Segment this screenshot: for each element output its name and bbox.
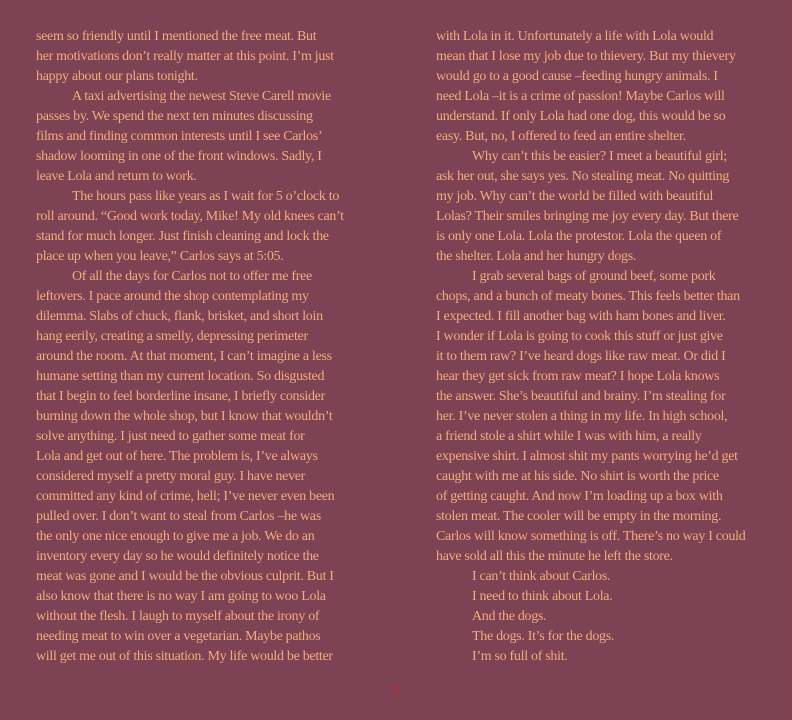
paragraph — [436, 567, 776, 587]
text-line: shadow looming in one of the front windows. Sadly, I — [36, 149, 322, 164]
text-line: place up when you leave,” Carlos says at 5:05. — [36, 249, 284, 264]
text-line: her. I’ve never stolen a thing in my life. In high school, — [436, 409, 728, 424]
text-line: stand for much longer. Just finish cleaning and lock the — [36, 229, 329, 244]
text-line: also know that there is no way I am going to woo Lola — [36, 589, 326, 604]
text-line: around the room. At that moment, I can’t imagine a less — [36, 349, 332, 364]
text-line: have sold all this the minute he left the store. — [436, 549, 673, 564]
text-line: considered myself a pretty moral guy. I have never — [36, 469, 306, 484]
text-line: dilemma. Slabs of chuck, flank, brisket, and short loin — [36, 309, 323, 324]
text-line: inventory every day so he would definitely notice the — [36, 549, 319, 564]
text-line: Why can’t this be easier? I meet a beautiful girl; — [472, 149, 727, 164]
paragraph — [436, 647, 776, 667]
text-line: passes by. We spend the next ten minutes discussing — [36, 109, 313, 124]
text-line: leftovers. I pace around the shop contemplating my — [36, 289, 309, 304]
text-line: the only one nice enough to give me a job. We do an — [36, 529, 315, 544]
paragraph — [36, 87, 366, 187]
paragraph — [36, 187, 366, 267]
text-line: mean that I lose my job due to thievery. But my thievery — [436, 49, 736, 64]
text-line: understand. If only Lola had one dog, this would be so — [436, 109, 726, 124]
column-left — [36, 27, 366, 667]
column-right — [436, 27, 776, 667]
text-line: the shelter. Lola and her hungry dogs. — [436, 249, 637, 264]
text-line: hang eerily, creating a smelly, depressing perimeter — [36, 329, 308, 344]
text-line: caught with me at his side. No shirt is worth the price — [436, 469, 719, 484]
text-line: chops, and a bunch of meaty bones. This feels better than — [436, 289, 740, 304]
paragraph — [436, 607, 776, 627]
text-line: solve anything. I just need to gather some meat for — [36, 429, 305, 444]
text-line: Lolas? Their smiles bringing me joy every day. But there — [436, 209, 739, 224]
text-line: leave Lola and return to work. — [36, 169, 197, 184]
text-line: hear they get sick from raw meat? I hope Lola knows — [436, 369, 720, 384]
text-line: that I begin to feel borderline insane, I briefly consider — [36, 389, 325, 404]
paragraph — [36, 27, 366, 87]
text-line: seem so friendly until I mentioned the free meat. But — [36, 29, 317, 44]
paragraph — [36, 267, 366, 667]
text-line: I’m so full of shit. — [472, 649, 568, 664]
text-line: happy about our plans tonight. — [36, 69, 198, 84]
text-line: pulled over. I don’t want to steal from Carlos –he was — [36, 509, 321, 524]
text-line: films and finding common interests until I see Carlos’ — [36, 129, 323, 144]
text-line: The hours pass like years as I wait for 5 o’clock to — [72, 189, 340, 204]
text-line: of getting caught. And now I’m loading up a box with — [436, 489, 723, 504]
text-line: without the flesh. I laugh to myself about the irony of — [36, 609, 320, 624]
text-line: ask her out, she says yes. No stealing meat. No quitting — [436, 169, 730, 184]
text-line: would go to a good cause –feeding hungry animals. I — [436, 69, 718, 84]
text-line: I can’t think about Carlos. — [472, 569, 611, 584]
text-line: A taxi advertising the newest Steve Carell movie — [72, 89, 331, 104]
text-line: with Lola in it. Unfortunately a life with Lola would — [436, 29, 714, 44]
text-line: meat was gone and I would be the obvious culprit. But I — [36, 569, 334, 584]
text-line: it to them raw? I’ve heard dogs like raw meat. Or did I — [436, 349, 726, 364]
page-number: 5 — [392, 683, 400, 698]
text-line: I wonder if Lola is going to cook this stuff or just give — [436, 329, 723, 344]
text-line: need Lola –it is a crime of passion! Maybe Carlos will — [436, 89, 725, 104]
text-line: The dogs. It’s for the dogs. — [472, 629, 615, 644]
text-line: will get me out of this situation. My life would be better — [36, 649, 333, 664]
text-line: needing meat to win over a vegetarian. Maybe pathos — [36, 629, 321, 644]
paragraph — [436, 627, 776, 647]
text-line: her motivations don’t really matter at this point. I’m just — [36, 49, 334, 64]
text-line: Of all the days for Carlos not to offer me free — [72, 269, 312, 284]
paragraph — [436, 267, 776, 567]
text-line: easy. But, no, I offered to feed an entire shelter. — [436, 129, 686, 144]
text-line: a friend stole a shirt while I was with him, a really — [436, 429, 702, 444]
text-line: is only one Lola. Lola the protestor. Lola the queen of — [436, 229, 722, 244]
paragraph — [436, 147, 776, 267]
text-line: roll around. “Good work today, Mike! My old knees can’t — [36, 209, 344, 224]
text-line: burning down the whole shop, but I know that wouldn’t — [36, 409, 333, 424]
text-line: I expected. I fill another bag with ham bones and liver. — [436, 309, 726, 324]
text-line: humane setting than my current location. So disgusted — [36, 369, 325, 384]
text-line: committed any kind of crime, hell; I’ve never even been — [36, 489, 335, 504]
text-line: stolen meat. The cooler will be empty in the morning. — [436, 509, 722, 524]
text-line: I need to think about Lola. — [472, 589, 613, 604]
text-line: my job. Why can’t the world be filled with beautiful — [436, 189, 714, 204]
text-line: I grab several bags of ground beef, some pork — [472, 269, 716, 284]
text-line: Carlos will know something is off. There’s no way I could — [436, 529, 746, 544]
paragraph — [436, 587, 776, 607]
text-line: the answer. She’s beautiful and brainy. I’m stealing for — [436, 389, 726, 404]
text-line: Lola and get out of here. The problem is, I’ve always — [36, 449, 318, 464]
text-line: expensive shirt. I almost shit my pants worrying he’d get — [436, 449, 738, 464]
paragraph — [436, 27, 776, 147]
text-line: And the dogs. — [472, 609, 547, 624]
